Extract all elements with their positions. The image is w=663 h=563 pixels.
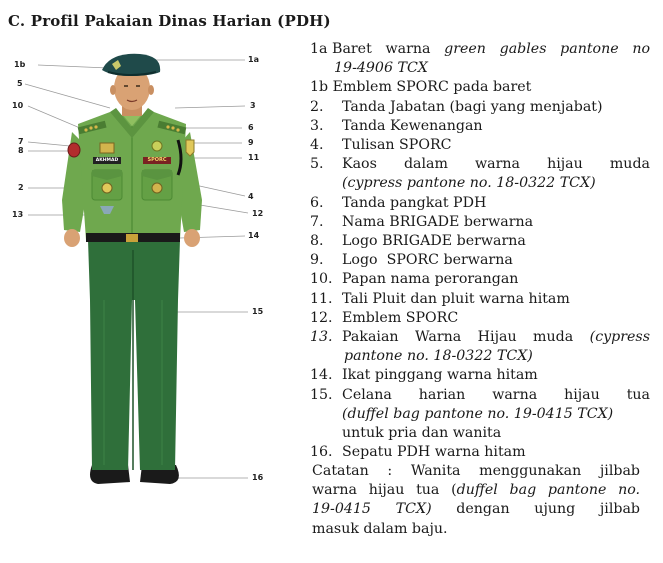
callout-5: 5 xyxy=(17,79,23,88)
list-item: 16. Sepatu PDH warna hitam xyxy=(310,444,526,461)
list-item: 15. Celana harian warna hijau tua (duffel bag pantone no. 19-0415 TCX) untuk pria dan wanita xyxy=(310,386,650,442)
list-item: 8. Logo BRIGADE berwarna xyxy=(310,233,526,250)
callout-4: 4 xyxy=(248,192,254,201)
list-item: 1b Emblem SPORC pada baret xyxy=(310,79,532,96)
note-paragraph: Catatan : Wanita menggunakan jilbab warna hijau tua (duffel bag pantone no. 19-0415 TCX) dengan ujung jilbab masuk dalam baju. xyxy=(312,463,641,537)
callout-14: 14 xyxy=(248,231,260,240)
callout-13: 13 xyxy=(12,210,24,219)
callout-16: 16 xyxy=(252,473,264,482)
list-item: 10. Papan nama perorangan xyxy=(310,271,519,288)
callout-15: 15 xyxy=(252,307,264,316)
callout-9: 9 xyxy=(248,138,254,147)
list-item: 2. Tanda Jabatan (bagi yang menjabat) xyxy=(310,98,603,115)
list-item: 12. Emblem SPORC xyxy=(310,309,459,326)
trousers xyxy=(88,240,180,470)
list-item: 7. Nama BRIGADE berwarna xyxy=(310,213,534,230)
callout-8: 8 xyxy=(18,146,24,155)
list-item: 11. Tali Pluit dan pluit warna hitam xyxy=(310,290,570,307)
list-item: 13. Pakaian Warna Hijau muda (cypress pantone no. 18-0322 TCX) xyxy=(310,329,650,365)
callout-7: 7 xyxy=(18,137,24,146)
list-item: 14. Ikat pinggang warna hitam xyxy=(310,367,538,384)
callout-1a: 1a xyxy=(248,55,259,64)
list-item: 5. Kaos dalam warna hijau muda (cypress pantone no. 18-0322 TCX) xyxy=(310,156,650,192)
page-title: C. Profil Pakaian Dinas Harian (PDH) xyxy=(8,12,331,30)
list-item: 4. Tulisan SPORC xyxy=(310,137,452,154)
callout-2: 2 xyxy=(18,183,24,192)
callout-10: 10 xyxy=(12,101,24,110)
callout-12: 12 xyxy=(252,209,264,218)
list-item: 9. Logo SPORC berwarna xyxy=(310,252,513,269)
list-item: 6. Tanda pangkat PDH xyxy=(310,194,487,211)
callout-11: 11 xyxy=(248,153,260,162)
sporc-tag-text: SPORC xyxy=(147,157,167,163)
callout-3: 3 xyxy=(250,101,256,110)
callout-1b: 1b xyxy=(14,60,26,69)
list-item: 1a Baret warna green gables pantone no 19-4906 TCX xyxy=(310,41,651,77)
nametag-text: AKHMAD xyxy=(95,158,119,163)
legend-list xyxy=(310,40,650,462)
callout-6: 6 xyxy=(248,123,254,132)
list-item: 3. Tanda Kewenangan xyxy=(310,117,483,134)
